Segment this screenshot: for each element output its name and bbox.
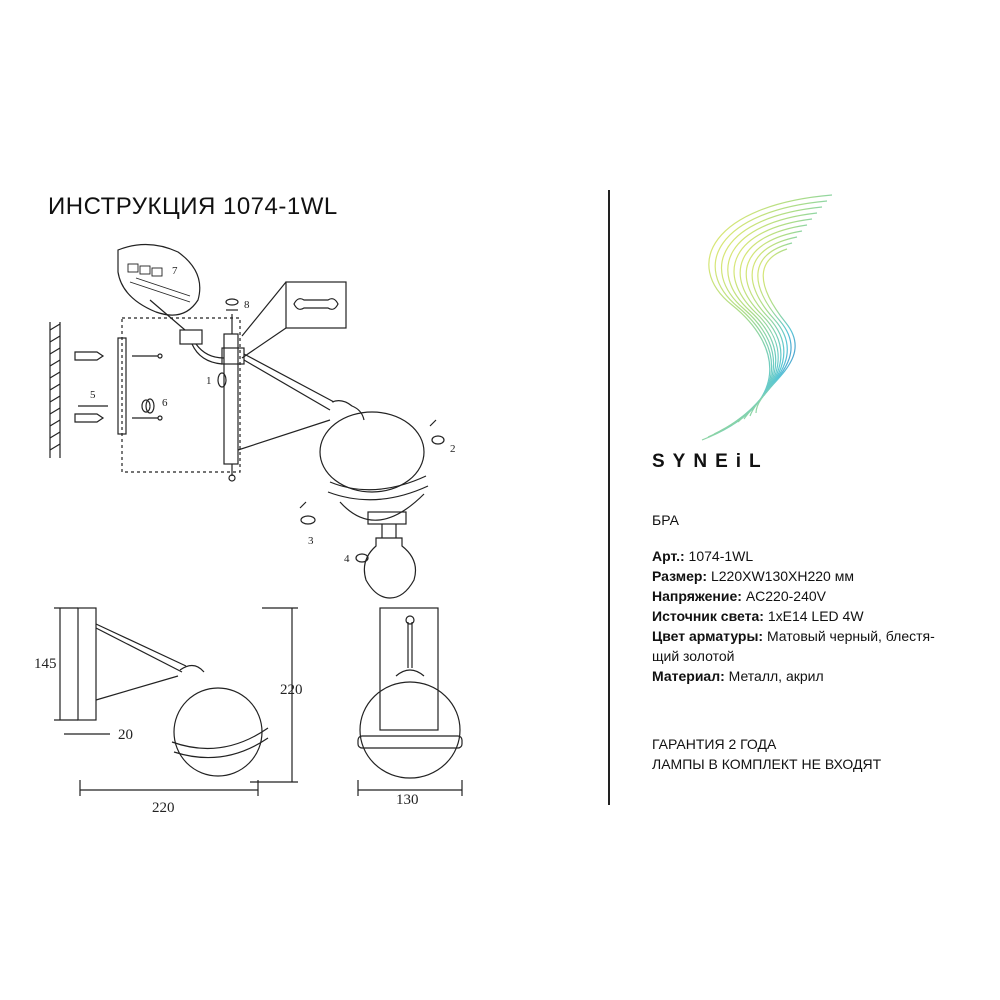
dim-220-height-label: 220	[280, 682, 303, 698]
side-view-drawing	[54, 608, 298, 796]
spec-key: Размер:	[652, 568, 708, 584]
spec-key: Арт.:	[652, 548, 685, 564]
step-1-label: 1	[206, 375, 212, 387]
vertical-divider	[608, 190, 610, 805]
bulbs-not-included-note: ЛАМПЫ В КОМПЛЕКТ НЕ ВХОДЯТ	[652, 756, 882, 772]
spec-key: Источник света:	[652, 608, 764, 624]
spec-value: AC220-240V	[741, 588, 826, 604]
spec-value: 1074-1WL	[684, 548, 754, 564]
step-6-label: 6	[162, 397, 168, 409]
step-3-label: 3	[308, 535, 314, 547]
spec-value: Матовый черный, блестя-	[763, 628, 935, 644]
spec-list	[652, 546, 952, 686]
spec-row-light-source	[652, 606, 952, 626]
page-title: ИНСТРУКЦИЯ 1074-1WL	[48, 193, 338, 220]
spec-row-color	[652, 626, 952, 646]
spec-key: Материал:	[652, 668, 725, 684]
step-7-label: 7	[172, 265, 178, 277]
spec-value: Металл, акрил	[724, 668, 824, 684]
spec-row-article	[652, 546, 952, 566]
spec-row-color-cont	[652, 646, 952, 666]
spec-key: Цвет арматуры:	[652, 628, 764, 644]
brand-logo-mark	[672, 185, 842, 450]
product-type: БРА	[652, 512, 679, 528]
dim-130-label: 130	[396, 792, 419, 808]
dim-220-length-label: 220	[152, 800, 175, 816]
warranty-note: ГАРАНТИЯ 2 ГОДА	[652, 736, 777, 752]
spec-row-voltage	[652, 586, 952, 606]
notes-block	[652, 734, 881, 774]
front-view-drawing	[358, 608, 462, 796]
spec-value: 1xE14 LED 4W	[763, 608, 864, 624]
spec-row-size	[652, 566, 952, 586]
spec-row-material	[652, 666, 952, 686]
dim-20-label: 20	[118, 727, 133, 743]
spec-value: L220XW130XH220 мм	[707, 568, 854, 584]
step-8-label: 8	[244, 299, 250, 311]
assembly-drawing	[0, 230, 600, 850]
step-5-label: 5	[90, 389, 96, 401]
step-2-label: 2	[450, 443, 456, 455]
step-4-label: 4	[344, 553, 350, 565]
spec-key: Напряжение:	[652, 588, 742, 604]
spec-value: щий золотой	[652, 648, 735, 664]
brand-name: SYNEiL	[652, 451, 769, 472]
wall-surface	[50, 322, 60, 458]
dim-145-label: 145	[34, 656, 57, 672]
